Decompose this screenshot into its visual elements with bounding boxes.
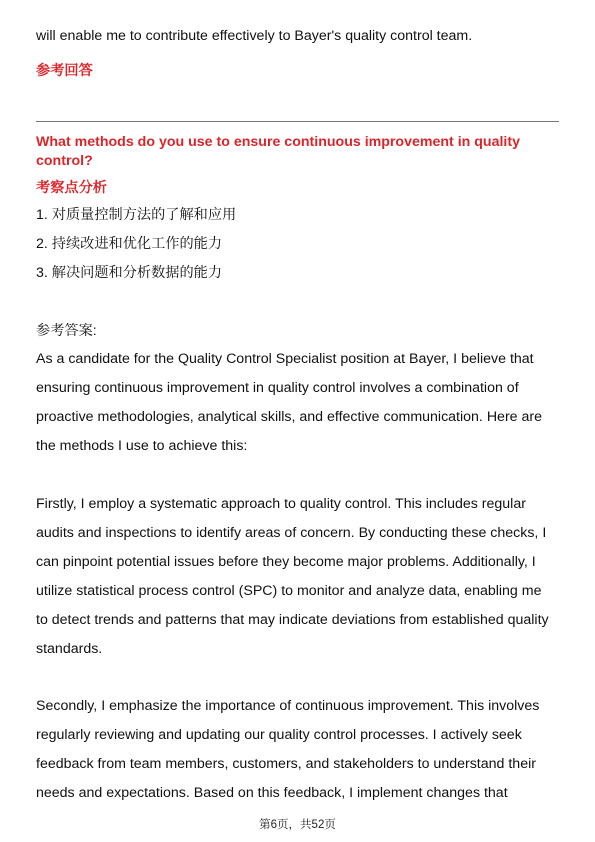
analysis-point: 2. 持续改进和优化工作的能力 <box>36 236 223 252</box>
paragraph-line: utilize statistical process control (SPC) to monitor and analyze data, enabling me <box>36 583 542 599</box>
paragraph-line: Firstly, I employ a systematic approach to quality control. This includes regular <box>36 496 526 512</box>
page-number-footer: 第6页，共52页 <box>259 819 336 831</box>
answer-label: 参考答案: <box>36 323 97 339</box>
ref-answer-heading: 参考回答 <box>36 63 93 79</box>
analysis-heading: 考察点分析 <box>36 180 107 196</box>
paragraph-line: regularly reviewing and updating our quality control processes. I actively seek <box>36 727 522 743</box>
paragraph-line: feedback from team members, customers, and stakeholders to understand their <box>36 756 536 772</box>
analysis-point: 1. 对质量控制方法的了解和应用 <box>36 207 237 223</box>
paragraph-line: standards. <box>36 641 103 657</box>
paragraph-line: proactive methodologies, analytical skills, and effective communication. Here are <box>36 409 543 425</box>
paragraph-line: ensuring continuous improvement in quality control involves a combination of <box>36 380 519 396</box>
paragraph-line: needs and expectations. Based on this feedback, I implement changes that <box>36 785 508 801</box>
question-line-2: control? <box>36 153 93 169</box>
paragraph-line: the methods I use to achieve this: <box>36 438 248 454</box>
paragraph-line: can pinpoint potential issues before they become major problems. Additionally, I <box>36 554 536 570</box>
paragraph-line: to detect trends and patterns that may indicate deviations from established quality <box>36 612 549 628</box>
analysis-point: 3. 解决问题和分析数据的能力 <box>36 265 223 281</box>
paragraph-line: As a candidate for the Quality Control Specialist position at Bayer, I believe that <box>36 351 534 367</box>
intro-tail-text: will enable me to contribute effectively to Bayer's quality control team. <box>36 28 473 44</box>
section-divider <box>36 121 559 122</box>
question-line-1: What methods do you use to ensure continuous improvement in quality <box>36 134 520 150</box>
paragraph-line: Secondly, I emphasize the importance of continuous improvement. This involves <box>36 698 540 714</box>
paragraph-line: audits and inspections to identify areas of concern. By conducting these checks, I <box>36 525 547 541</box>
